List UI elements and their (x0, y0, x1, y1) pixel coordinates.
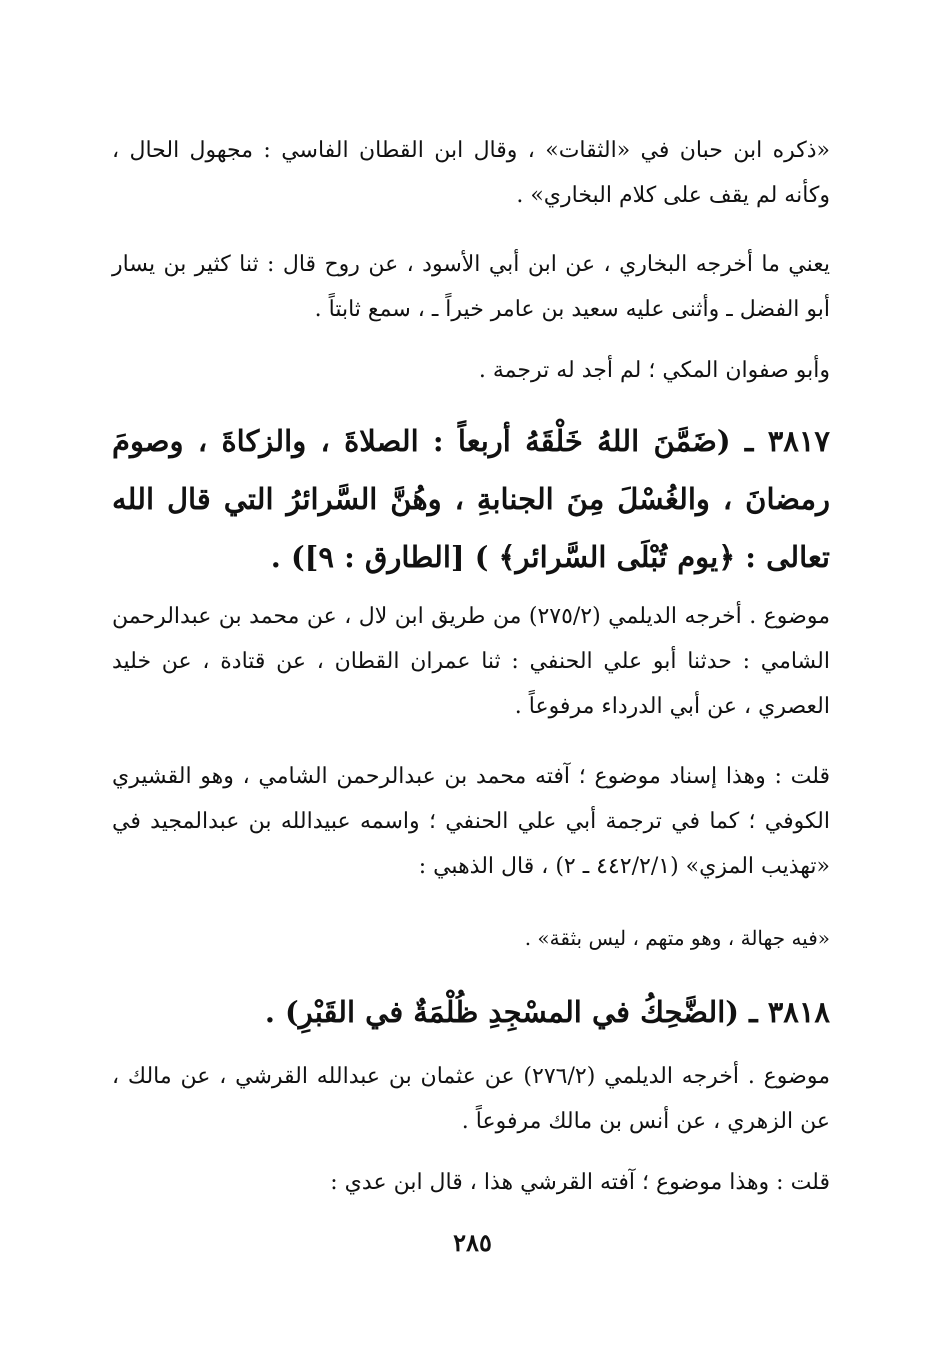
paragraph-daylami-3817: موضوع . أخرجه الديلمي (٢٧٥/٢) من طريق ابن لال ، عن محمد بن عبدالرحمن الشامي : حدثنا أبو علي الحنفي : ثنا عمران القطان ، عن قتادة ، عن خليد العصري ، عن أبي الدرداء مرفوعاً . (112, 604, 830, 719)
hadith-heading-3817: ٣٨١٧ ـ (ضَمَّنَ اللهُ خَلْقَهُ أربعاً : الصلاةَ ، والزكاةَ ، وصومَ رمضانَ ، والغُسْلَ مِنَ الجنابةِ ، وهُنَّ السَّرائرُ التي قال الله تعالى : ﴿يوم تُبْلَى السَّرائر﴾ ) [الطارق : ٩]) . (112, 424, 830, 574)
paragraph-commentary-3818: قلت : وهذا موضوع ؛ آفته القرشي هذا ، قال ابن عدي : (330, 1170, 830, 1195)
quote-dhahabi: «فيه جهالة ، وهو متهم ، ليس بثقة» . (524, 926, 830, 950)
quote-paragraph-ibn-hibban: «ذكره ابن حبان في «الثقات» ، وقال ابن القطان الفاسي : مجهول الحال ، وكأنه لم يقف على كلام البخاري» . (112, 138, 830, 208)
paragraph-commentary-3817: قلت : وهذا إسناد موضوع ؛ آفته محمد بن عبدالرحمن الشامي ، وهو القشيري الكوفي ؛ كما في ترجمة أبي علي الحنفي ؛ واسمه عبيدالله بن عبدالمجيد في «تهذيب المزي» (٤٤٢/٢/١ ـ ٢) ، قال الذهبي : (112, 764, 830, 879)
paragraph-abu-safwan: وأبو صفوان المكي ؛ لم أجد له ترجمة . (478, 358, 830, 383)
page-number: ٢٨٥ (453, 1228, 492, 1257)
hadith-heading-3818: ٣٨١٨ ـ (الضَّحِكُ في المسْجِدِ ظُلْمَةٌ في القَبْرِ) . (264, 995, 830, 1029)
paragraph-daylami-3818: موضوع . أخرجه الديلمي (٢٧٦/٢) عن عثمان بن عبدالله القرشي ، عن مالك ، عن الزهري ، عن أنس بن مالك مرفوعاً . (112, 1064, 830, 1134)
paragraph-bukhari-narration: يعني ما أخرجه البخاري ، عن ابن أبي الأسود ، عن روح قال : ثنا كثير بن يسار أبو الفضل ـ وأثنى عليه سعيد بن عامر خيراً ـ ، سمع ثابتاً . (112, 252, 830, 322)
